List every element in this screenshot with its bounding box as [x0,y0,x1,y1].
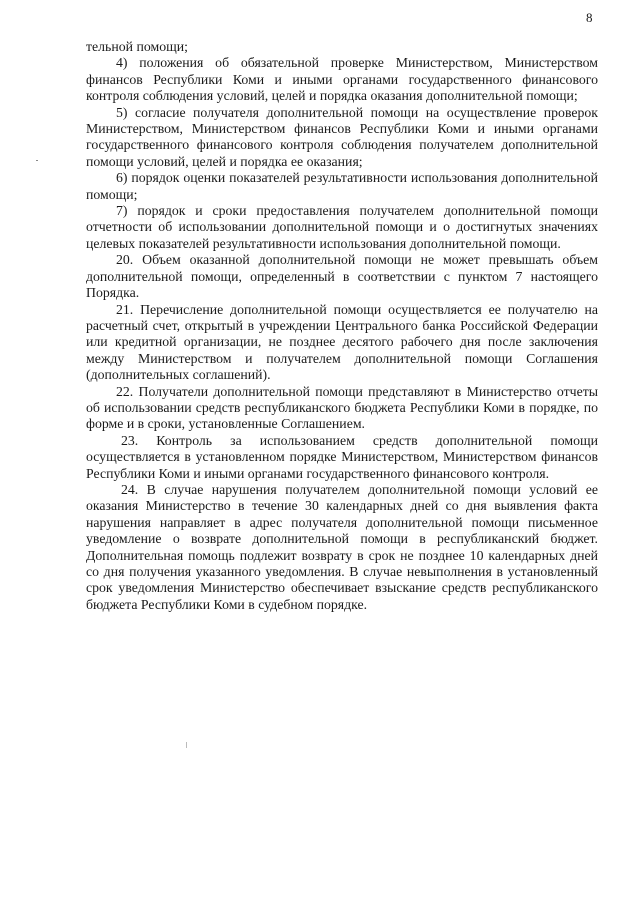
paragraph-clause-21: 21. Перечисление дополнительной помощи осуществляется ее получателю на расчетный счет, открытый в учреждении Центрального банка Российской Федерации или кредитной организации, не позднее десятого рабочего дня после заключения между Министерством и получателем дополнительной помощи Соглашения (дополнительных соглашений). [86,301,598,383]
paragraph-item-4: 4) положения об обязательной проверке Министерством, Министерством финансов Республики Коми и иными органами государственного финансового контроля соблюдения условий, целей и порядка оказания дополнительной помощи; [86,55,598,104]
paragraph-continuation: тельной помощи; [86,39,188,54]
page-number: 8 [586,10,593,25]
scan-speck [186,742,187,748]
paragraph-item-5: 5) согласие получателя дополнительной помощи на осуществление проверок Министерством, Министерством финансов Республики Коми и иными органами государственного финансового контроля соблюдения получателем дополнительной помощи условий, целей и порядка ее оказания; [86,104,598,169]
paragraph-item-7: 7) порядок и сроки предоставления получателем дополнительной помощи отчетности об использовании дополнительной помощи и о достигнутых значениях целевых показателей результативности использования дополнительной помощи. [86,203,598,251]
paragraph-clause-22: 22. Получатели дополнительной помощи представляют в Министерство отчеты об использовании средств республиканского бюджета Республики Коми в порядке, по форме и в сроки, установленные Соглашением. [86,383,598,432]
document-body [86,39,598,613]
paragraph-item-6: 6) порядок оценки показателей результативности использования дополнительной помощи; [86,170,598,202]
paragraph-clause-23: 23. Контроль за использованием средств дополнительной помощи осуществляется в установленном порядке Министерством, Министерством финансов Республики Коми и иными органами государственного финансового контроля. [86,432,598,481]
paragraph-clause-20: 20. Объем оказанной дополнительной помощи не может превышать объем дополнительной помощи, определенный в соответствии с пунктом 7 настоящего Порядка. [86,252,598,301]
scan-speck [36,160,38,161]
paragraph-clause-24: 24. В случае нарушения получателем дополнительной помощи условий ее оказания Министерство в течение 30 календарных дней со дня выявления факта нарушения направляет в адрес получателя дополнительной помощи письменное уведомление о возврате дополнительной помощи в республиканский бюджет. Дополнительная помощь подлежит возврату в срок не позднее 10 календарных дней со дня получения указанного уведомления. В случае невыполнения в установленный срок уведомления Министерство обеспечивает взыскание средств республиканского бюджета Республики Коми в судебном порядке. [86,481,598,612]
